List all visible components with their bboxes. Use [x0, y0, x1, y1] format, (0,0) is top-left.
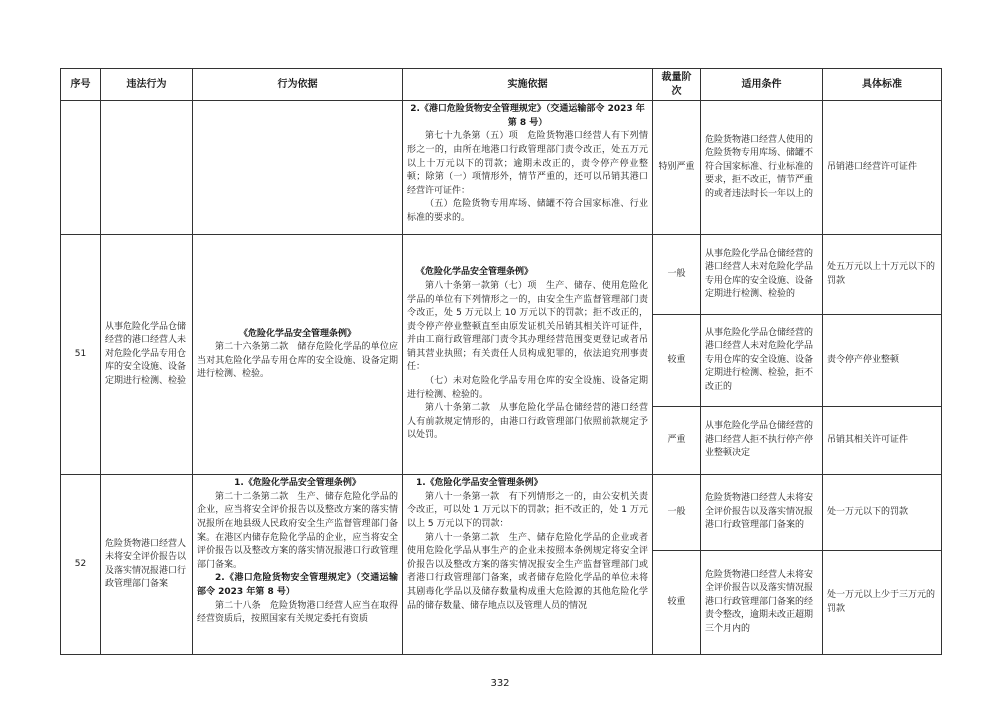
basis-title: 《危险化学品安全管理条例》: [238, 328, 356, 339]
implement-paragraph: 第八十一条第一款 有下列情形之一的，由公安机关责令改正，可以处 1 万元以下的罚款；拒不改正的，处 1 万元以上 5 万元以下的罚款：: [407, 491, 648, 529]
violation-cell: 危险货物港口经营人未将安全评价报告以及落实情况报港口行政管理部门备案: [101, 475, 193, 655]
implement-paragraph: （七）未对危险化学品专用仓库的安全设施、设备定期进行检测、检验的。: [407, 376, 648, 400]
level-cell: 特别严重: [653, 101, 701, 235]
header-violation: 违法行为: [101, 69, 193, 101]
condition-cell: 危险货物港口经营人使用的危险货物专用库场、储罐不符合国家标准、行业标准的要求，拒不改正，情节严重的或者违法时长一年以上的: [701, 101, 823, 235]
standard-cell: 吊销港口经营许可证件: [823, 101, 942, 235]
violation-cell: 从事危险化学品仓储经营的港口经营人未对危险化学品专用仓库的安全设施、设备定期进行检测、检验: [101, 235, 193, 475]
standard-cell: 吊销其相关许可证件: [823, 407, 942, 475]
seq-cell: [61, 101, 101, 235]
header-condition: 适用条件: [701, 69, 823, 101]
seq-cell: 51: [61, 235, 101, 475]
header-seq: 序号: [61, 69, 101, 101]
implement-title: 2.《港口危险货物安全管理规定》（交通运输部令 2023 年第 8 号）: [410, 104, 645, 128]
seq-cell: 52: [61, 475, 101, 655]
standard-cell: 处五万元以上十万元以下的罚款: [823, 235, 942, 315]
implement-paragraph: （五）危险货物专用库场、储罐不符合国家标准、行业标准的要求的。: [407, 199, 648, 223]
implement-cell: [403, 101, 653, 235]
violation-cell: [101, 101, 193, 235]
header-standard: 具体标准: [823, 69, 942, 101]
implement-title: 1.《危险化学品安全管理条例》: [416, 478, 543, 489]
implement-paragraph: 第七十九条第（五）项 危险货物港口经营人有下列情形之一的，由所在地港口行政管理部门责令改正，处五万元以上十万元以下的罚款；逾期未改正的，责令停产停业整顿；除第（一）项情形外，情节严重的，还可以吊销其港口经营许可证件：: [407, 131, 648, 196]
table-row-52: [61, 475, 942, 551]
level-cell: 较重: [653, 315, 701, 407]
implement-paragraph: 第八十一条第二款 生产、储存危险化学品的企业或者使用危险化学品从事生产的企业未按照本条例规定将安全评价报告以及整改方案的落实情况报安全生产监督管理部门或者港口行政管理部门备案，或者储存危险化学品的单位未将其剧毒化学品以及储存数量构成重大危险源的其他危险化学品的储存数量、储存地点以及管理人员的情况: [407, 532, 648, 611]
condition-cell: 从事危险化学品仓储经营的港口经营人未对危险化学品专用仓库的安全设施、设备定期进行检测、检验，拒不改正的: [701, 315, 823, 407]
header-level: 裁量阶次: [653, 69, 701, 101]
condition-cell: 从事危险化学品仓储经营的港口经营人未对危险化学品专用仓库的安全设施、设备定期进行检测、检验的: [701, 235, 823, 315]
standard-cell: 处一万元以上少于三万元的罚款: [823, 551, 942, 655]
basis-cell: [193, 101, 403, 235]
table-row-51: [61, 235, 942, 315]
level-cell: 严重: [653, 407, 701, 475]
implement-cell: [403, 475, 653, 655]
basis-paragraph: 第二十八条 危险货物港口经营人应当在取得经营资质后，按照国家有关规定委托有资质: [197, 600, 398, 625]
implement-title: 《危险化学品安全管理条例》: [416, 267, 534, 278]
condition-cell: 危险货物港口经营人未将安全评价报告以及落实情况报港口行政管理部门备案的: [701, 475, 823, 551]
basis-cell: [193, 475, 403, 655]
header-basis: 行为依据: [193, 69, 403, 101]
header-implement: 实施依据: [403, 69, 653, 101]
regulation-table: [60, 68, 942, 655]
table-row-continuation: [61, 101, 942, 235]
level-cell: 一般: [653, 235, 701, 315]
implement-paragraph: 第八十条第一款第（七）项 生产、储存、使用危险化学品的单位有下列情形之一的，由安全生产监督管理部门责令改正，处 5 万元以上 10 万元以下的罚款；拒不改正的，责令停产停业整顿直至由原发证机关吊销其相关许可证件，并由工商行政管理部门责令其办理经营范围变更登记或者吊销其营业执照；有关责任人员构成犯罪的，依法追究刑事责任：: [407, 280, 648, 373]
implement-paragraph: 第八十条第二款 从事危险化学品仓储经营的港口经营人有前款规定情形的，由港口行政管理部门依照前款规定予以处罚。: [407, 403, 648, 441]
basis-paragraph: 第二十二条第二款 生产、储存危险化学品的企业，应当将安全评价报告以及整改方案的落实情况报所在地县级人民政府安全生产监督管理部门备案。在港区内储存危险化学品的企业，应当将安全评价报告以及整改方案的落实情况报港口行政管理部门备案。: [197, 491, 398, 570]
condition-cell: 从事危险化学品仓储经营的港口经营人拒不执行停产停业整顿决定: [701, 407, 823, 475]
basis-title: 2.《港口危险货物安全管理规定》（交通运输部令 2023 年第 8 号）: [197, 573, 398, 597]
page-number: 332: [490, 678, 510, 689]
standard-cell: 责令停产停业整顿: [823, 315, 942, 407]
header-row: [61, 69, 942, 101]
level-cell: 一般: [653, 475, 701, 551]
implement-cell: [403, 235, 653, 475]
standard-cell: 处一万元以下的罚款: [823, 475, 942, 551]
basis-title: 1.《危险化学品安全管理条例》: [234, 478, 361, 489]
condition-cell: 危险货物港口经营人未将安全评价报告以及落实情况报港口行政管理部门备案的经责令整改，逾期未改正超期三个月内的: [701, 551, 823, 655]
level-cell: 较重: [653, 551, 701, 655]
basis-cell: [193, 235, 403, 475]
basis-paragraph: 第二十六条第二款 储存危险化学品的单位应当对其危险化学品专用仓库的安全设施、设备定期进行检测、检验。: [197, 342, 398, 380]
